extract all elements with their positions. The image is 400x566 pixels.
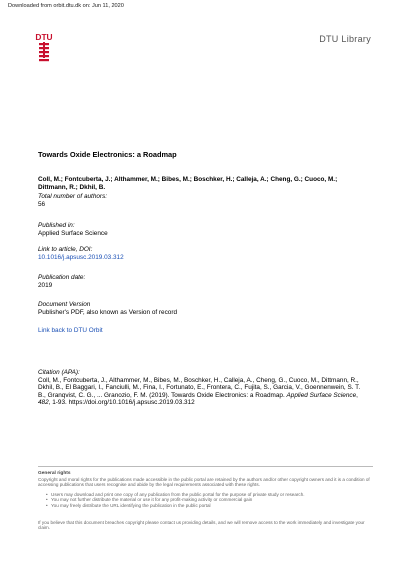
rights-bullet: • You may freely distribute the URL identifying the publication in the public portal [46, 503, 366, 508]
divider [38, 466, 373, 467]
citation [38, 369, 368, 407]
general-rights-text: Copyright and moral rights for the publications made accessible in the public portal are retained by the authors and/or other copyright owners and it is a condition of accessing publications that users recognise and abide by the legal requirements associated with these rights. [38, 477, 370, 488]
orbit-link[interactable]: Link back to DTU Orbit [38, 327, 103, 334]
doi-link[interactable]: 10.1016/j.apsusc.2019.03.312 [38, 253, 124, 261]
citation-label: Citation (APA): [38, 369, 80, 376]
svg-text:DTU: DTU [35, 32, 53, 42]
total-authors-value: 56 [38, 200, 46, 208]
rights-bullet: • Users may download and print one copy of any publication from the public portal for the purpose of private study or research. [46, 492, 366, 497]
article-link-label: Link to article, DOI: [38, 246, 93, 253]
document-version-value: Publisher's PDF, also known as Version of record [38, 308, 178, 316]
citation-comma: , [356, 391, 358, 399]
rights-bullet-list [46, 492, 366, 508]
citation-text [38, 377, 368, 407]
published-in [38, 222, 368, 237]
download-note: Downloaded from orbit.dtu.dk on: Jun 11, 2020 [8, 3, 124, 9]
rights-bullet: • You may not further distribute the material or use it for any profit-making activity or commercial gain [46, 497, 366, 502]
citation-journal: Applied Surface Science [286, 391, 357, 399]
publication-date-value: 2019 [38, 281, 53, 289]
document-version [38, 301, 368, 316]
publication-date-label: Publication date: [38, 274, 86, 281]
authors: Coll, M.; Fontcuberta, J.; Althammer, M.; Bibes, M.; Boschker, H.; Calleja, A.; Cheng, G.; Cuoco, M.; Dittmann, R.; Dkhil, B. [38, 176, 338, 191]
document-version-label: Document Version [38, 301, 91, 308]
published-in-value: Applied Surface Science [38, 229, 108, 237]
citation-volume: 482 [38, 399, 49, 407]
breach-notice: If you believe that this document breaches copyright please contact us providing details, and we will remove access to the work immediately and investigate your claim. [38, 520, 365, 531]
citation-text-after: , 1-93. https://doi.org/10.1016/j.apsusc.2019.03.312 [48, 399, 195, 407]
citation-text-before: Coll, M., Fontcuberta, J., Althammer, M., Bibes, M., Boschker, H., Calleja, A., Cheng, G., Cuoco, M., Dittmann, R., Dkhil, B., El Baggari, I., Fanciulli, M., Fina, I., Fortunato, E., Frontera, C., Fujita, S., Garcia, V., Goennenwein, S. T. B., Granqvist, C. G., ... Granozio, F. M. (2019). Towards Oxide Electronics: a Roadmap. [38, 376, 361, 399]
publication-date [38, 274, 368, 289]
dtu-logo [35, 32, 53, 70]
dtu-library-label: DTU Library [319, 34, 371, 44]
total-authors-label: Total number of authors: [38, 193, 108, 200]
total-authors [38, 193, 368, 208]
article-link [38, 246, 368, 261]
general-rights-title: General rights [38, 471, 71, 476]
document-title: Towards Oxide Electronics: a Roadmap [38, 150, 177, 159]
published-in-label: Published in: [38, 222, 75, 229]
